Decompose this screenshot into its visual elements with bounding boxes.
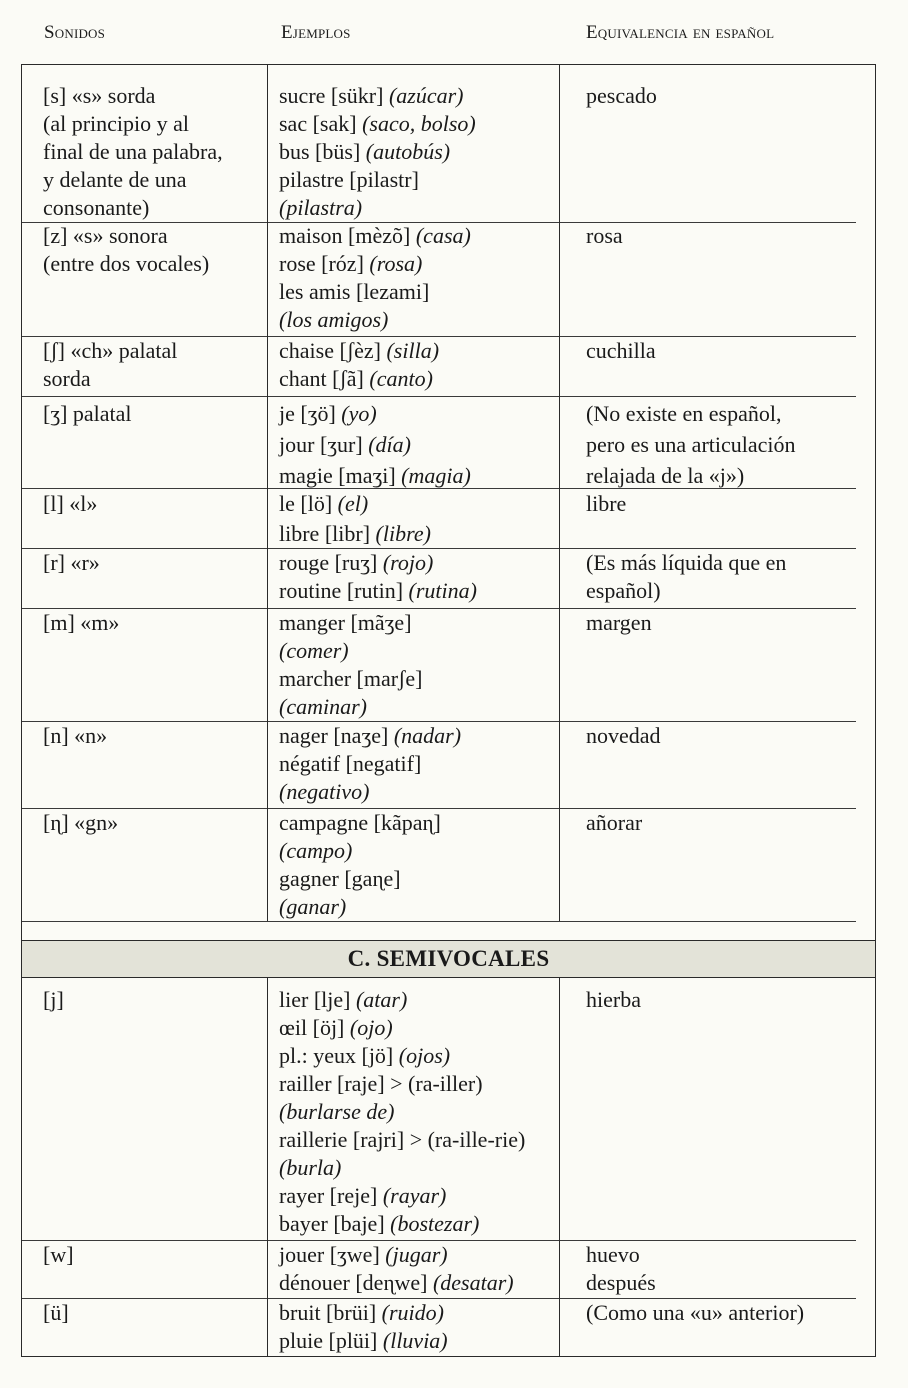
example-line: marcher [marʃe] <box>279 666 423 691</box>
equivalence-line: (No existe en español, <box>586 401 782 426</box>
sound-cell <box>22 488 268 548</box>
sound-line: [w] <box>43 1242 74 1267</box>
sound-line: final de una palabra, <box>43 139 223 164</box>
table-row <box>22 1240 875 1298</box>
example-line: bruit [brüi] (ruido) <box>279 1300 444 1325</box>
examples-cell <box>268 978 560 1240</box>
example-line: (burlarse de) <box>279 1099 395 1124</box>
table-row <box>22 488 875 548</box>
examples-cell <box>268 1240 560 1298</box>
example-line: rayer [reje] (rayar) <box>279 1183 447 1208</box>
example-line: (caminar) <box>279 694 367 719</box>
sound-line: [ʃ] «ch» palatal <box>43 338 178 363</box>
sound-line: [s] «s» sorda <box>43 83 156 108</box>
section-header-semivocales: C. SEMIVOCALES <box>22 940 875 978</box>
equivalence-line: añorar <box>586 810 643 835</box>
sound-line: [ü] <box>43 1300 69 1325</box>
example-line: sac [sak] (saco, bolso) <box>279 111 476 136</box>
example-line: chaise [ʃèz] (silla) <box>279 338 440 363</box>
equivalence-cell <box>560 336 876 396</box>
sound-cell <box>22 65 268 222</box>
example-line: négatif [negatif] <box>279 751 422 776</box>
equivalence-cell <box>560 222 876 336</box>
examples-cell <box>268 548 560 608</box>
example-line: (comer) <box>279 638 349 663</box>
example-line: chant [ʃã] (canto) <box>279 366 433 391</box>
examples-cell <box>268 65 560 222</box>
sound-line: (al principio y al <box>43 111 190 136</box>
sound-line: consonante) <box>43 195 150 220</box>
equivalence-line: margen <box>586 610 652 635</box>
examples-cell <box>268 1298 560 1356</box>
example-line: nager [naʒe] (nadar) <box>279 723 462 748</box>
sound-line: (entre dos vocales) <box>43 251 210 276</box>
equivalence-cell <box>560 1240 876 1298</box>
example-line: œil [öj] (ojo) <box>279 1015 393 1040</box>
example-line: (ganar) <box>279 894 347 919</box>
table-row <box>22 396 875 488</box>
sound-line: sorda <box>43 366 91 391</box>
example-line: bayer [baje] (bostezar) <box>279 1211 480 1236</box>
equivalence-line: relajada de la «j») <box>586 463 745 488</box>
example-line: libre [libr] (libre) <box>279 521 431 546</box>
equivalence-cell <box>560 608 876 721</box>
equivalence-cell <box>560 978 876 1240</box>
equivalence-line: español) <box>586 578 661 603</box>
examples-cell <box>268 808 560 921</box>
example-line: sucre [sükr] (azúcar) <box>279 83 464 108</box>
example-line: (los amigos) <box>279 307 389 332</box>
example-line: les amis [lezami] <box>279 279 430 304</box>
sound-line: [l] «l» <box>43 491 98 516</box>
example-line: campagne [kãpaɳ] <box>279 810 441 835</box>
example-line: pluie [plüi] (lluvia) <box>279 1328 448 1353</box>
example-line: jouer [ʒwe] (jugar) <box>279 1242 448 1267</box>
equivalence-cell <box>560 1298 876 1356</box>
equivalence-cell <box>560 396 876 488</box>
column-header-sounds: Sonidos <box>44 22 106 43</box>
sound-line: [ʒ] palatal <box>43 401 132 426</box>
equivalence-line: después <box>586 1270 656 1295</box>
equivalence-line: libre <box>586 491 627 516</box>
example-line: (negativo) <box>279 779 370 804</box>
example-line: dénouer [deɳwe] (desatar) <box>279 1270 514 1295</box>
sound-cell <box>22 222 268 336</box>
equivalence-line: (Es más líquida que en <box>586 550 787 575</box>
sound-cell <box>22 808 268 921</box>
sound-line: y delante de una <box>43 167 187 192</box>
sound-line: [r] «r» <box>43 550 100 575</box>
equivalence-line: novedad <box>586 723 661 748</box>
sound-line: [z] «s» sonora <box>43 223 168 248</box>
example-line: magie [maʒi] (magia) <box>279 463 471 488</box>
example-line: le [lö] (el) <box>279 491 369 516</box>
example-line: rouge [ruʒ] (rojo) <box>279 550 434 575</box>
sound-line: [n] «n» <box>43 723 108 748</box>
column-header-spanish-equivalence: Equivalencia en español <box>586 22 775 43</box>
equivalence-line: hierba <box>586 987 641 1012</box>
sound-cell <box>22 721 268 808</box>
example-line: maison [mèzõ] (casa) <box>279 223 471 248</box>
examples-cell <box>268 608 560 721</box>
example-line: pilastre [pilastr] <box>279 167 419 192</box>
sound-cell <box>22 396 268 488</box>
equivalence-cell <box>560 65 876 222</box>
sound-cell <box>22 978 268 1240</box>
example-line: gagner [gaɳe] <box>279 866 401 891</box>
sound-line: [ɳ] «gn» <box>43 810 119 835</box>
equivalence-cell <box>560 548 876 608</box>
sound-line: [m] «m» <box>43 610 120 635</box>
sound-cell <box>22 336 268 396</box>
sound-cell <box>22 1298 268 1356</box>
equivalence-line: huevo <box>586 1242 640 1267</box>
examples-cell <box>268 721 560 808</box>
equivalence-line: rosa <box>586 223 623 248</box>
phonetics-table <box>21 64 876 1357</box>
table-row <box>22 65 875 222</box>
sound-cell <box>22 608 268 721</box>
equivalence-line: (Como una «u» anterior) <box>586 1300 805 1325</box>
table-row <box>22 336 875 396</box>
example-line: jour [ʒur] (día) <box>279 432 411 457</box>
examples-cell <box>268 396 560 488</box>
sound-line: [j] <box>43 987 64 1012</box>
example-line: lier [lje] (atar) <box>279 987 408 1012</box>
equivalence-cell <box>560 721 876 808</box>
examples-cell <box>268 222 560 336</box>
example-line: raillerie [rajri] > (ra-ille-rie) <box>279 1127 526 1152</box>
example-line: (pilastra) <box>279 195 363 220</box>
example-line: je [ʒö] (yo) <box>279 401 377 426</box>
table-row <box>22 721 875 808</box>
example-line: bus [büs] (autobús) <box>279 139 451 164</box>
equivalence-line: pero es una articulación <box>586 432 796 457</box>
table-row <box>22 978 875 1240</box>
table-row <box>22 1298 875 1356</box>
example-line: manger [mãʒe] <box>279 610 412 635</box>
table-row <box>22 222 875 336</box>
sound-cell <box>22 1240 268 1298</box>
example-line: rose [róz] (rosa) <box>279 251 423 276</box>
row-divider <box>22 921 856 922</box>
sound-cell <box>22 548 268 608</box>
example-line: (campo) <box>279 838 353 863</box>
table-row <box>22 608 875 721</box>
equivalence-line: pescado <box>586 83 657 108</box>
examples-cell <box>268 488 560 548</box>
example-line: pl.: yeux [jö] (ojos) <box>279 1043 451 1068</box>
table-row <box>22 548 875 608</box>
examples-cell <box>268 336 560 396</box>
column-header-examples: Ejemplos <box>281 22 351 43</box>
equivalence-cell <box>560 808 876 921</box>
example-line: (burla) <box>279 1155 342 1180</box>
equivalence-cell <box>560 488 876 548</box>
equivalence-line: cuchilla <box>586 338 656 363</box>
table-row <box>22 808 875 921</box>
example-line: railler [raje] > (ra-iller) <box>279 1071 483 1096</box>
example-line: routine [rutin] (rutina) <box>279 578 477 603</box>
